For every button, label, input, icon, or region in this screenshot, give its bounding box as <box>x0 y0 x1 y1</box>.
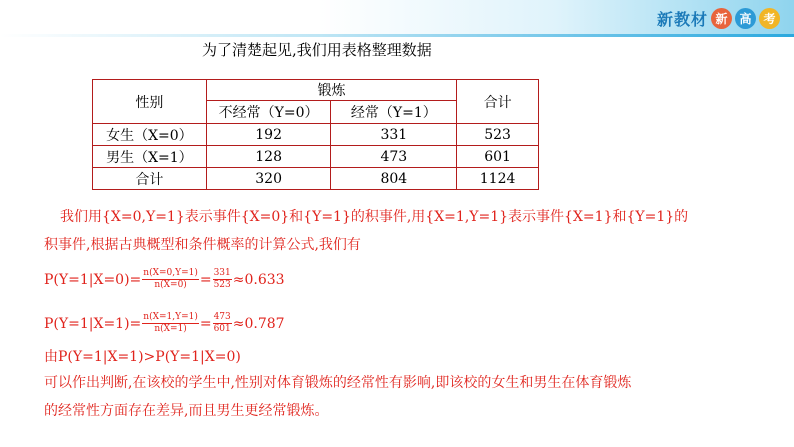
badge-kao: 考 <box>759 8 780 29</box>
table-cell: 331 <box>331 124 457 146</box>
conclusion-line-2: 的经常性方面存在差异,而且男生更经常锻炼。 <box>44 403 329 419</box>
numerator: 331 <box>213 268 231 278</box>
table-cell: 128 <box>206 146 331 168</box>
numerator: n(X=1,Y=1) <box>143 312 198 322</box>
fraction <box>213 268 232 291</box>
numerator: n(X=0,Y=1) <box>143 268 198 278</box>
total-header: 合计 <box>457 80 539 124</box>
numerator: 473 <box>213 312 231 322</box>
row-label: 女生（X=0） <box>93 124 207 146</box>
formula-lhs: P(Y=1|X=0)= <box>44 271 142 288</box>
header-divider <box>0 34 794 37</box>
formula-female <box>44 268 285 291</box>
fraction <box>142 268 199 291</box>
explanation-line-2: 积事件,根据古典概型和条件概率的计算公式,我们有 <box>44 237 361 253</box>
table-cell: 192 <box>206 124 331 146</box>
contingency-table <box>92 79 539 190</box>
table-cell: 601 <box>457 146 539 168</box>
badge-new: 新 <box>711 8 732 29</box>
brand-logo <box>657 6 780 30</box>
table-cell: 473 <box>331 146 457 168</box>
denominator: 601 <box>213 324 231 334</box>
table-cell: 523 <box>457 124 539 146</box>
table-row <box>93 146 539 168</box>
equals-sign: = <box>199 271 212 288</box>
denominator: n(X=1) <box>154 324 187 334</box>
equals-sign: = <box>199 315 212 332</box>
sub-header: 不经常（Y=0） <box>206 101 331 124</box>
row-label: 合计 <box>93 168 207 190</box>
denominator: n(X=0) <box>154 280 187 290</box>
fraction <box>213 312 232 335</box>
table-cell: 1124 <box>457 168 539 190</box>
sub-header: 经常（Y=1） <box>331 101 457 124</box>
row-label: 男生（X=1） <box>93 146 207 168</box>
badge-gao: 高 <box>735 8 756 29</box>
table-cell: 320 <box>206 168 331 190</box>
table-cell: 804 <box>331 168 457 190</box>
formula-result: ≈0.633 <box>232 271 285 288</box>
formula-lhs: P(Y=1|X=1)= <box>44 315 142 332</box>
comparison-line: 由P(Y=1|X=1)>P(Y=1|X=0) <box>44 349 241 365</box>
table-row <box>93 168 539 190</box>
table-row <box>93 80 539 101</box>
denominator: 523 <box>213 280 231 290</box>
intro-text: 为了清楚起见,我们用表格整理数据 <box>202 41 432 59</box>
col-group-header: 锻炼 <box>206 80 456 101</box>
table-row <box>93 124 539 146</box>
formula-male <box>44 312 285 335</box>
formula-result: ≈0.787 <box>232 315 285 332</box>
row-header: 性别 <box>93 80 207 124</box>
brand-text: 新教材 <box>656 9 708 29</box>
explanation-line-1: 我们用{X=0,Y=1}表示事件{X=0}和{Y=1}的积事件,用{X=1,Y=1}表示事件{X=1}和{Y=1}的 <box>60 209 689 225</box>
conclusion-line-1: 可以作出判断,在该校的学生中,性别对体育锻炼的经常性有影响,即该校的女生和男生在体育锻炼 <box>44 375 632 391</box>
fraction <box>142 312 199 335</box>
